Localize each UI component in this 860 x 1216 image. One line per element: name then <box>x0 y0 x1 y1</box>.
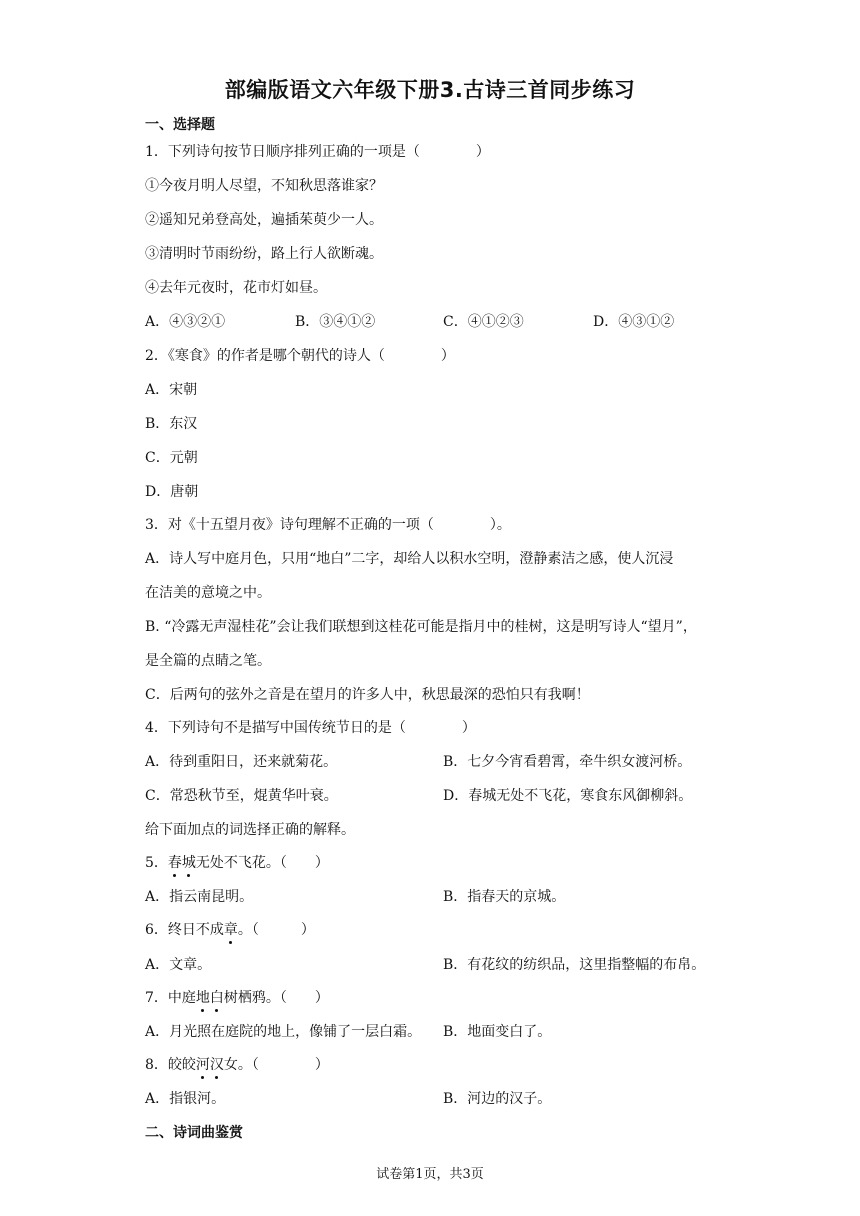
q5-number: 5． <box>145 855 168 871</box>
q7-rest: 树栖鸦。（ ） <box>223 990 329 1006</box>
question-1-line-1: ①今夜月明人尽望，不知秋思落谁家？ <box>145 178 383 194</box>
question-4-stem: 4．下列诗句不是描写中国传统节日的是（ ） <box>145 720 476 736</box>
q2-option-b: B．东汉 <box>145 416 198 432</box>
q4-option-d: D．春城无处不飞花，寒食东风御柳斜。 <box>443 788 693 804</box>
q6-dotted-word: 章 <box>224 922 238 938</box>
q3-option-c: C．后两句的弦外之音是在望月的许多人中，秋思最深的恐怕只有我啊！ <box>145 687 590 703</box>
q8-option-a: A．指银河。 <box>145 1091 226 1107</box>
q4-option-a: A．待到重阳日，还来就菊花。 <box>145 754 338 770</box>
instruction-text: 给下面加点的词选择正确的解释。 <box>145 822 355 838</box>
q5-rest: 无处不飞花。（ ） <box>195 855 329 871</box>
q7-prefix: 7．中庭 <box>145 990 196 1006</box>
q3-option-b-line-1: B. “冷露无声湿桂花”会让我们联想到这桂花可能是指月中的桂树，这是明写诗人“望月”， <box>145 619 697 635</box>
q2-option-d: D．唐朝 <box>145 484 199 500</box>
q1-option-a: A．④③②① <box>145 314 226 330</box>
question-1-line-3: ③清明时节雨纷纷，路上行人欲断魂。 <box>145 246 383 262</box>
q8-prefix: 8．皎皎 <box>145 1057 196 1073</box>
q7-dotted-word: 地白 <box>196 990 224 1006</box>
q5-option-a: A．指云南昆明。 <box>145 889 254 905</box>
q4-option-b: B．七夕今宵看碧霄，牵牛织女渡河桥。 <box>443 754 692 770</box>
question-3-stem: 3．对《十五望月夜》诗句理解不正确的一项（ ）。 <box>145 517 511 533</box>
question-6-stem <box>145 919 315 939</box>
q3-option-a-line-1: A．诗人写中庭月色，只用“地白”二字，却给人以积水空明，澄静素洁之感，使人沉浸 <box>145 551 674 567</box>
question-1-stem: 1．下列诗句按节日顺序排列正确的一项是（ ） <box>145 144 490 160</box>
q4-option-c: C．常恐秋节至，焜黄华叶衰。 <box>145 788 338 804</box>
q6-option-b: B．有花纹的纺织品，这里指整幅的布帛。 <box>443 957 706 973</box>
q8-dotted-word: 河汉 <box>196 1057 224 1073</box>
section-heading-choice: 一、选择题 <box>145 117 215 133</box>
question-2-stem: 2．《寒食》的作者是哪个朝代的诗人（ ） <box>145 348 455 364</box>
question-5-stem <box>145 852 329 872</box>
q5-dotted-word: 春城 <box>168 855 196 871</box>
q2-option-c: C．元朝 <box>145 450 198 466</box>
q7-option-b: B．地面变白了。 <box>443 1024 552 1040</box>
page-title: 部编版语文六年级下册3.古诗三首同步练习 <box>224 78 636 102</box>
question-7-stem <box>145 987 329 1007</box>
q3-option-b-line-2: 是全篇的点睛之笔。 <box>145 653 271 669</box>
q2-option-a: A．宋朝 <box>145 382 198 398</box>
q1-option-c: C．④①②③ <box>443 314 524 330</box>
question-1-line-2: ②遥知兄弟登高处，遍插茱萸少一人。 <box>145 212 383 228</box>
section-heading-poetry: 二、诗词曲鉴赏 <box>145 1125 243 1141</box>
question-8-stem <box>145 1054 329 1074</box>
question-1-line-4: ④去年元夜时，花市灯如昼。 <box>145 280 327 296</box>
q6-rest: 。（ ） <box>237 922 315 938</box>
q8-option-b: B．河边的汉子。 <box>443 1091 552 1107</box>
q6-option-a: A．文章。 <box>145 957 212 973</box>
q6-prefix: 6．终日不成 <box>145 922 224 938</box>
q1-option-b: B．③④①② <box>295 314 376 330</box>
q8-rest: 女。（ ） <box>223 1057 329 1073</box>
q7-option-a: A．月光照在庭院的地上，像铺了一层白霜。 <box>145 1024 422 1040</box>
page-footer: 试卷第1页，共3页 <box>376 1167 484 1182</box>
q5-option-b: B．指春天的京城。 <box>443 889 566 905</box>
q1-option-d: D．④③①② <box>593 314 675 330</box>
q3-option-a-line-2: 在洁美的意境之中。 <box>145 585 271 601</box>
